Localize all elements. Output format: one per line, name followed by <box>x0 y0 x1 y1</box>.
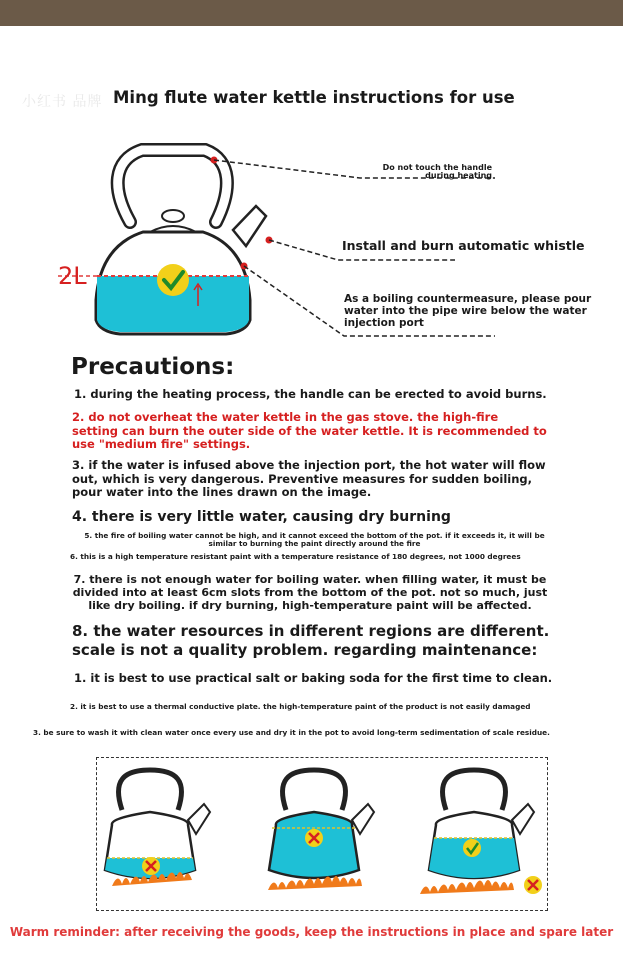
brand-watermark: 小红书 品牌 <box>22 94 103 110</box>
fill-level-illustration-frame <box>96 757 548 911</box>
kettle-spout <box>233 206 266 246</box>
callout-handle: Do not touch the handle during heating <box>382 163 492 181</box>
lid-knob <box>162 210 184 222</box>
maintenance-2: 2. it is best to use a thermal conductive plate. the high-temperature paint of the product is not easily damaged <box>70 702 531 711</box>
precaution-8: 8. the water resources in different regions are different. scale is not a quality problem. regarding maintenance: <box>72 622 550 659</box>
check-badge <box>157 264 189 296</box>
callout-boiling: As a boiling countermeasure, please pour water into the pipe wire below the water injection port <box>344 293 592 330</box>
maintenance-3: 3. be sure to wash it with clean water once every use and dry it in the pot to avoid long-term sedimentation of scale residue. <box>33 728 550 737</box>
precaution-2: 2. do not overheat the water kettle in the gas stove. the high-fire setting can burn the outer side of the water kettle. It is recommended to use "medium fire" settings. <box>72 410 547 452</box>
precaution-3: 3. if the water is infused above the injection port, the hot water will flow out, which is very dangerous. Preventive measures for sudden boiling, pour water into the lines drawn on the image. <box>72 458 546 500</box>
precaution-1: 1. during the heating process, the handle can be erected to avoid burns. <box>74 387 547 401</box>
page-title: Ming flute water kettle instructions for use <box>113 88 515 107</box>
warm-reminder: Warm reminder: after receiving the goods, keep the instructions in place and spare later <box>9 925 614 939</box>
precaution-6: 6. this is a high temperature resistant paint with a temperature resistance of 180 degrees, not 1000 degrees <box>70 552 521 561</box>
precaution-4: 4. there is very little water, causing dry burning <box>72 509 451 525</box>
precautions-heading: Precautions: <box>71 354 235 380</box>
maintenance-1: 1. it is best to use practical salt or baking soda for the first time to clean. <box>74 671 553 685</box>
water-level-label: 2L <box>58 262 87 290</box>
precaution-7: 7. there is not enough water for boiling water. when filling water, it must be divided into at least 6cm slots from the bottom of the pot. not so much, just like dry boiling. if dry burning, high-temperature paint will be affected. <box>72 573 548 612</box>
callout-whistle: Install and burn automatic whistle <box>342 238 585 253</box>
precaution-5: 5. the fire of boiling water cannot be high, and it cannot exceed the bottom of the pot. if it exceeds it, it will be similar to burning the paint directly around the fire <box>84 531 545 549</box>
